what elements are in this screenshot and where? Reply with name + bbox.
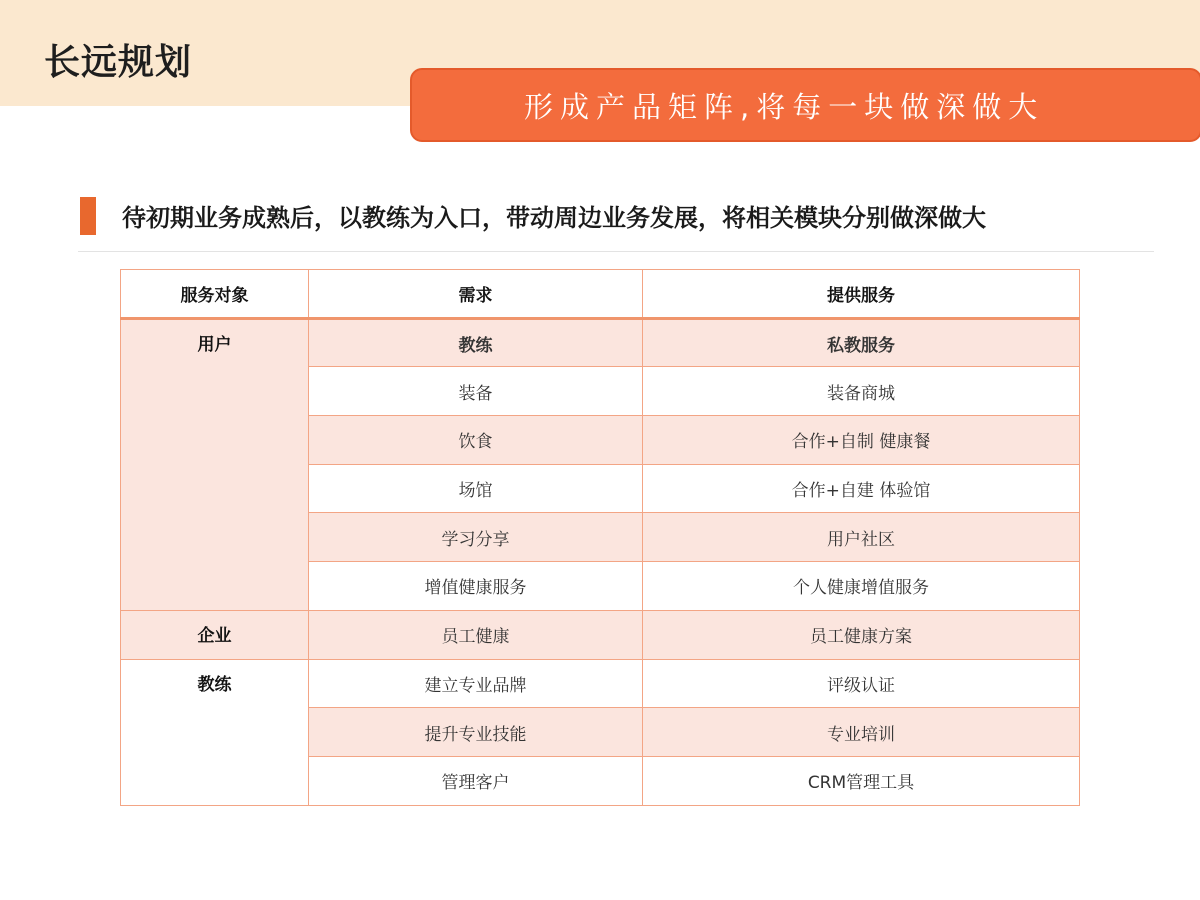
need-cell: 教练 <box>309 318 643 367</box>
service-matrix-table <box>120 269 1080 806</box>
table-header-row <box>121 270 1080 319</box>
service-cell: 私教服务 <box>643 318 1080 367</box>
service-cell: 合作+自制 健康餐 <box>643 416 1080 465</box>
need-cell: 建立专业品牌 <box>309 659 643 708</box>
page-title: 长远规划 <box>44 42 193 83</box>
subheading-marker <box>80 197 96 235</box>
service-cell: 装备商城 <box>643 367 1080 416</box>
service-cell: 用户社区 <box>643 513 1080 562</box>
service-cell: CRM管理工具 <box>643 756 1080 805</box>
object-coach: 教练 <box>121 659 309 805</box>
header-object: 服务对象 <box>121 270 309 319</box>
need-cell: 学习分享 <box>309 513 643 562</box>
service-cell: 个人健康增值服务 <box>643 562 1080 611</box>
need-cell: 管理客户 <box>309 756 643 805</box>
need-cell: 提升专业技能 <box>309 708 643 757</box>
need-cell: 增值健康服务 <box>309 562 643 611</box>
table-row <box>121 318 1080 367</box>
need-cell: 装备 <box>309 367 643 416</box>
table-row <box>121 659 1080 708</box>
object-enterprise: 企业 <box>121 610 309 659</box>
need-cell: 员工健康 <box>309 610 643 659</box>
service-cell: 员工健康方案 <box>643 610 1080 659</box>
slogan-banner: 形成产品矩阵,将每一块做深做大 <box>410 68 1200 142</box>
service-cell: 评级认证 <box>643 659 1080 708</box>
table-row <box>121 610 1080 659</box>
header-need: 需求 <box>309 270 643 319</box>
object-user: 用户 <box>121 318 309 610</box>
service-cell: 专业培训 <box>643 708 1080 757</box>
need-cell: 场馆 <box>309 464 643 513</box>
service-cell: 合作+自建 体验馆 <box>643 464 1080 513</box>
divider <box>78 251 1154 252</box>
subheading: 待初期业务成熟后，以教练为入口，带动周边业务发展，将相关模块分别做深做大 <box>122 204 986 232</box>
need-cell: 饮食 <box>309 416 643 465</box>
header-service: 提供服务 <box>643 270 1080 319</box>
